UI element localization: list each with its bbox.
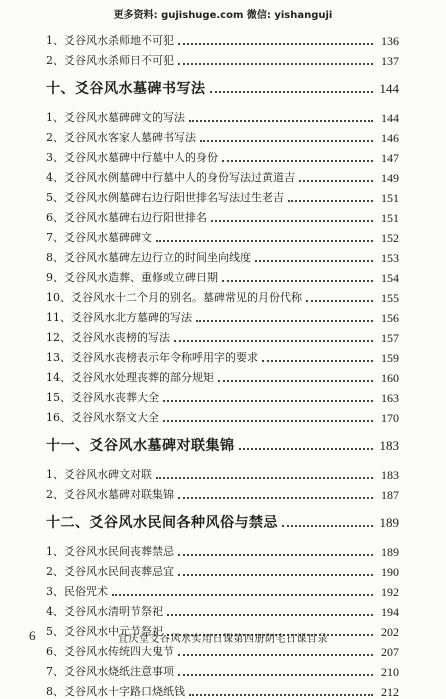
toc-entry xyxy=(46,285,399,305)
toc-entry-title: 2、爻谷风水杀师日不可犯 xyxy=(46,54,174,67)
toc-entry-title: 2、爻谷风水客家人墓碑书写法 xyxy=(46,131,196,144)
toc-entry-title: 4、爻谷风水例墓碑中行墓中人的身份写法过黄道吉 xyxy=(46,171,295,184)
toc-entry-title: 7、爻谷风水烧纸注意事项 xyxy=(46,665,174,678)
dot-leader xyxy=(174,340,373,342)
toc-page-number: 212 xyxy=(381,685,399,699)
toc-page-number: 144 xyxy=(379,80,399,96)
toc-page-number: 156 xyxy=(381,311,399,325)
toc-entry xyxy=(46,305,399,325)
toc-page-number: 207 xyxy=(381,645,399,659)
toc-entry xyxy=(46,48,399,68)
toc-entry-title: 8、爻谷风水墓碑左边行立的时间坐向线度 xyxy=(46,251,251,264)
dot-leader xyxy=(163,420,373,422)
toc-page-number: 153 xyxy=(381,251,399,265)
dot-leader xyxy=(189,694,373,696)
dot-leader xyxy=(239,448,374,450)
toc-entry-title: 14、爻谷风水处理丧葬的部分规矩 xyxy=(46,371,214,384)
toc-entry-title: 7、爻谷风水墓碑碑文 xyxy=(46,231,152,244)
toc-entry-title: 11、爻谷风水北方墓碑的写法 xyxy=(46,311,192,324)
toc-page-number: 152 xyxy=(381,231,399,245)
toc-entry xyxy=(46,599,399,619)
toc-page-number: 194 xyxy=(381,605,399,619)
toc-page-number: 210 xyxy=(381,665,399,679)
toc-entry-title: 8、爻谷风水十字路口烧纸钱 xyxy=(46,685,185,698)
dot-leader xyxy=(299,180,373,182)
toc-entry xyxy=(46,325,399,345)
toc-page-number: 183 xyxy=(379,437,399,453)
toc-page-number: 192 xyxy=(381,585,399,599)
dot-leader xyxy=(222,280,373,282)
toc-entry xyxy=(46,345,399,365)
toc-page-number: 151 xyxy=(381,191,399,205)
dot-leader xyxy=(200,140,373,142)
dot-leader xyxy=(178,43,373,45)
toc-entry xyxy=(46,205,399,225)
toc-entry-title: 1、爻谷风水碑文对联 xyxy=(46,468,152,481)
toc-page-number: 189 xyxy=(381,545,399,559)
dot-leader xyxy=(222,160,373,162)
toc-entry-title: 6、爻谷风水墓碑右边行阳世排名 xyxy=(46,211,207,224)
dot-leader xyxy=(178,574,373,576)
toc-page-number: 190 xyxy=(381,565,399,579)
toc-entry-title: 5、爻谷风水例墓碑右边行阳世排名写法过生老吉 xyxy=(46,191,284,204)
toc-entry xyxy=(46,365,399,385)
toc-entry xyxy=(46,105,399,125)
toc-entry xyxy=(46,225,399,245)
dot-leader xyxy=(156,477,373,479)
toc-page-number: 146 xyxy=(381,131,399,145)
toc-entry xyxy=(46,245,399,265)
toc-entry-title: 10、爻谷风水十二个月的别名。墓碑常见的月份代称 xyxy=(46,291,302,304)
dot-leader xyxy=(178,497,373,499)
toc-entry-title: 十二、爻谷风水民间各种风俗与禁忌 xyxy=(46,514,278,531)
toc-page-number: 151 xyxy=(381,211,399,225)
dot-leader xyxy=(288,200,373,202)
toc-entry xyxy=(46,145,399,165)
toc-entry-title: 12、爻谷风水丧榜的写法 xyxy=(46,331,170,344)
toc-entry-title: 9、爻谷风水造葬、重修或立碑日期 xyxy=(46,271,218,284)
dot-leader xyxy=(178,654,373,656)
dot-leader xyxy=(178,674,373,676)
toc-page-number: 154 xyxy=(381,271,399,285)
toc-entry-title: 16、爻谷风水祭文大全 xyxy=(46,411,159,424)
dot-leader xyxy=(218,380,373,382)
toc-entry-title: 3、民俗咒术 xyxy=(46,585,108,598)
dot-leader xyxy=(306,300,373,302)
toc-section-heading xyxy=(46,429,399,462)
toc-entry-title: 3、爻谷风水墓碑中行墓中人的身份 xyxy=(46,151,218,164)
toc-entry-title: 十、爻谷风水墓碑书写法 xyxy=(46,80,206,97)
toc-entry-title: 2、爻谷风水墓碑对联集锦 xyxy=(46,488,174,501)
toc-entry xyxy=(46,125,399,145)
dot-leader xyxy=(163,400,373,402)
toc-page-number: 159 xyxy=(381,351,399,365)
toc-entry-title: 十一、爻谷风水墓碑对联集锦 xyxy=(46,437,235,454)
toc-entry xyxy=(46,265,399,285)
page-number: 6 xyxy=(29,628,36,643)
dot-leader xyxy=(112,594,373,596)
toc-page-number: 136 xyxy=(381,34,399,48)
dot-leader xyxy=(262,360,373,362)
dot-leader xyxy=(210,91,374,93)
toc-page-number: 163 xyxy=(381,391,399,405)
toc-page-number: 160 xyxy=(381,371,399,385)
toc-entry xyxy=(46,539,399,559)
toc-entry xyxy=(46,679,399,699)
toc-entry xyxy=(46,385,399,405)
book-title: 宜庆堂爻谷风水实用日课第四册阴宅日课目录 xyxy=(118,634,328,645)
dot-leader xyxy=(178,63,373,65)
toc-entry-title: 4、爻谷风水清明节祭祀 xyxy=(46,605,163,618)
toc-entry-title: 1、爻谷风水杀师地不可犯 xyxy=(46,34,174,47)
toc-entry-title: 1、爻谷风水墓碑碑文的写法 xyxy=(46,111,185,124)
toc-entry-title: 15、爻谷风水丧葬大全 xyxy=(46,391,159,404)
dot-leader xyxy=(196,320,373,322)
toc-entry-title: 2、爻谷风水民间丧葬忌宜 xyxy=(46,565,174,578)
toc-entry-title: 13、爻谷风水丧榜表示年令称呼用字的要求 xyxy=(46,351,258,364)
dot-leader xyxy=(167,614,373,616)
toc-entry xyxy=(46,559,399,579)
dot-leader xyxy=(189,120,373,122)
toc-page-number: 157 xyxy=(381,331,399,345)
toc-entry-title: 1、爻谷风水民间丧葬禁忌 xyxy=(46,545,174,558)
toc-page-number: 189 xyxy=(379,514,399,530)
toc-page-number: 137 xyxy=(381,54,399,68)
toc-entry xyxy=(46,185,399,205)
toc-entry-title: 5、爻谷风水中元节祭祀 xyxy=(46,625,163,638)
dot-leader xyxy=(282,525,373,527)
toc-section-heading xyxy=(46,506,399,539)
toc-entry xyxy=(46,462,399,482)
dot-leader xyxy=(211,220,373,222)
toc-entry xyxy=(46,482,399,502)
toc-entry xyxy=(46,165,399,185)
toc-page-number: 149 xyxy=(381,171,399,185)
toc-page-number: 155 xyxy=(381,291,399,305)
toc-entry xyxy=(46,659,399,679)
toc-page-number: 202 xyxy=(381,625,399,639)
table-of-contents xyxy=(46,28,399,699)
toc-entry xyxy=(46,28,399,48)
toc-page-number: 147 xyxy=(381,151,399,165)
toc-page-number: 144 xyxy=(381,111,399,125)
dot-leader xyxy=(156,240,373,242)
dot-leader xyxy=(178,554,373,556)
toc-entry xyxy=(46,579,399,599)
toc-entry-title: 6、爻谷风水传统四大鬼节 xyxy=(46,645,174,658)
dot-leader xyxy=(255,260,373,262)
toc-section-heading xyxy=(46,72,399,105)
toc-page-number: 187 xyxy=(381,488,399,502)
page-header: 更多资料: gujishuge.com 微信: yishanguji xyxy=(113,10,333,21)
toc-page-number: 170 xyxy=(381,411,399,425)
toc-entry xyxy=(46,405,399,425)
toc-page-number: 183 xyxy=(381,468,399,482)
